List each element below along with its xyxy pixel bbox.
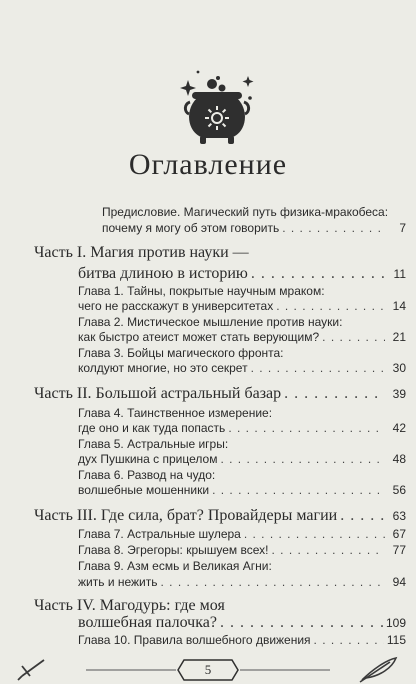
sparkle-icon [243, 76, 254, 87]
part-3-entry[interactable] [34, 507, 406, 525]
chapter-4-line-2: где оно и как туда попасть [78, 421, 226, 435]
chapter-1-entry[interactable] [78, 299, 406, 314]
page-number: 63 [392, 509, 406, 523]
page-number: 77 [392, 543, 406, 557]
preface-line-2: почему я могу об этом говорить [102, 221, 280, 235]
page-number: 21 [392, 330, 406, 344]
chapter-8-entry[interactable] [78, 543, 406, 558]
chapter-5-entry[interactable] [78, 452, 406, 467]
feather-icon [360, 658, 396, 682]
chapter-4-line-1: Глава 4. Таинственное измерение: [78, 406, 273, 420]
sword-icon [18, 660, 44, 680]
page-title: Оглавление [128, 148, 288, 181]
chapter-6-line-1: Глава 6. Развод на чудо: [78, 468, 216, 482]
chapter-3-line-2: колдуют многие, но это секрет [78, 361, 248, 375]
chapter-7-entry[interactable] [78, 527, 406, 542]
part-1-title-line-1: Часть I. Магия против науки — [34, 244, 249, 261]
page-number: 94 [392, 575, 406, 589]
chapter-3-entry[interactable] [78, 361, 406, 376]
leader-dots [244, 527, 385, 542]
page-number: 115 [386, 633, 406, 647]
leader-dots [322, 330, 385, 345]
page-number: 11 [393, 267, 406, 281]
chapter-9-line-1: Глава 9. Азм есмь и Великая Агни: [78, 559, 272, 573]
chapter-5-line-2: дух Пушкина с прицелом [78, 452, 218, 466]
cauldron-icon [174, 62, 260, 148]
leader-dots [212, 483, 385, 498]
leader-dots [284, 385, 385, 403]
page-number: 5 [204, 662, 212, 677]
leader-dots [220, 452, 385, 467]
chapter-10-title: Глава 10. Правила волшебного движения [78, 633, 311, 647]
leader-dots [282, 221, 385, 236]
chapter-9-line-2: жить и нежить [78, 575, 158, 589]
part-1-entry[interactable] [78, 265, 406, 283]
part-1-title-line-2: битва длиною в историю [78, 265, 248, 282]
chapter-8-title: Глава 8. Эгрегоры: крышуем всех! [78, 543, 269, 557]
preface-entry[interactable] [102, 221, 406, 236]
leader-dots [314, 633, 384, 648]
leader-dots [228, 421, 385, 436]
chapter-6-entry[interactable] [78, 483, 406, 498]
leader-dots [161, 575, 386, 590]
chapter-2-entry[interactable] [78, 330, 406, 345]
page-number: 109 [385, 616, 406, 630]
chapter-9-entry[interactable] [78, 575, 406, 590]
chapter-5-line-1: Глава 5. Астральные игры: [78, 437, 229, 451]
leader-dots [276, 299, 385, 314]
leader-dots [251, 361, 385, 376]
leader-dots [340, 507, 385, 525]
part-4-title-line-2: волшебная палочка? [78, 614, 217, 631]
page-number: 48 [392, 452, 406, 466]
chapter-4-entry[interactable] [78, 421, 406, 436]
chapter-1-line-1: Глава 1. Тайны, покрытые научным мраком: [78, 284, 325, 298]
preface-line-1: Предисловие. Магический путь физика-мракобеса: [102, 205, 389, 219]
part-3-title: Часть III. Где сила, брат? Провайдеры магии [34, 507, 338, 524]
leader-dots [271, 543, 385, 558]
page-number: 67 [392, 527, 406, 541]
chapter-1-line-2: чего не расскажут в университетах [78, 299, 274, 313]
part-2-title: Часть II. Большой астральный базар [34, 385, 282, 402]
page-number: 56 [392, 483, 406, 497]
chapter-3-line-1: Глава 3. Бойцы магического фронта: [78, 346, 284, 360]
chapter-7-title: Глава 7. Астральные шулера [78, 527, 241, 541]
page-number: 14 [392, 299, 406, 313]
chapter-2-line-1: Глава 2. Мистическое мышление против науки: [78, 315, 343, 329]
part-4-entry[interactable] [78, 614, 406, 632]
part-4-title-line-1: Часть IV. Магодурь: где моя [34, 597, 225, 614]
chapter-6-line-2: волшебные мошенники [78, 483, 210, 497]
page-number: 39 [392, 387, 406, 401]
chapter-2-line-2: как быстро атеист может стать верующим? [78, 330, 320, 344]
page-number: 30 [392, 361, 406, 375]
part-2-entry[interactable] [34, 385, 406, 403]
leader-dots [220, 614, 383, 632]
leader-dots [251, 265, 385, 283]
page-number: 7 [399, 221, 406, 235]
page-number: 42 [392, 421, 406, 435]
chapter-10-entry[interactable] [78, 633, 406, 648]
